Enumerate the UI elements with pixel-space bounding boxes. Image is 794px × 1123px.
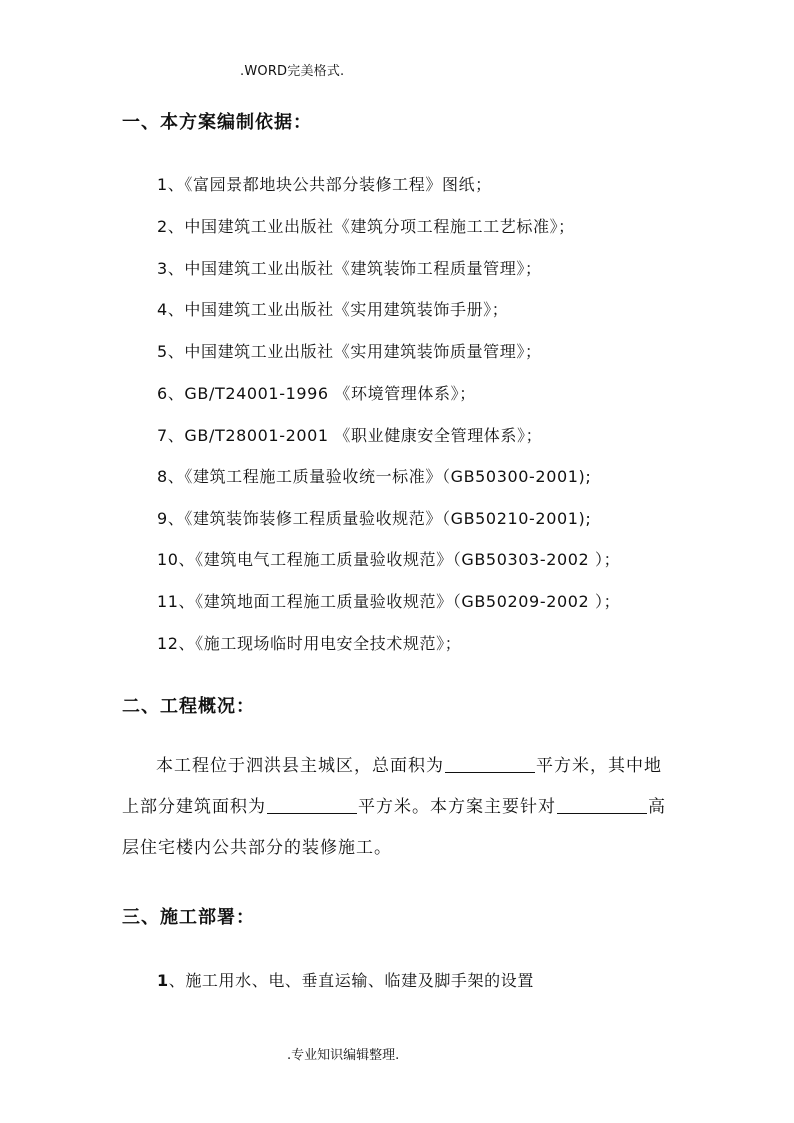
text-segment: 平方米，其中地 [536, 756, 662, 776]
list-item: 5、中国建筑工业出版社《实用建筑装饰质量管理》； [157, 342, 542, 361]
list-item: 12、《施工现场临时用电安全技术规范》； [157, 634, 462, 653]
text-segment: 高 [648, 797, 666, 817]
list-item: 6、GB/T24001-1996 《环境管理体系》； [157, 384, 476, 403]
paragraph-line [122, 746, 682, 787]
text-segment: 平方米。本方案主要针对 [358, 797, 556, 817]
list-item: 3、中国建筑工业出版社《建筑装饰工程质量管理》； [157, 259, 542, 278]
subsection-number: 1 [157, 971, 169, 990]
text-segment: 上部分建筑面积为 [122, 797, 266, 817]
text-segment: 本工程位于泗洪县主城区，总面积为 [156, 756, 444, 776]
section-heading-basis: 一、本方案编制依据： [122, 112, 312, 133]
list-item: 11、《建筑地面工程施工质量验收规范》（GB50209-2002 ）； [157, 592, 621, 611]
section-heading-overview: 二、工程概况： [122, 696, 255, 717]
overview-paragraph [122, 746, 682, 869]
text-segment: 层住宅楼内公共部分的装修施工。 [122, 838, 392, 858]
list-item: 1、《富园景都地块公共部分装修工程》图纸； [157, 175, 492, 194]
list-item: 10、《建筑电气工程施工质量验收规范》（GB50303-2002 ）； [157, 550, 621, 569]
paragraph-line [122, 787, 682, 828]
section-heading-deployment: 三、施工部署： [122, 907, 255, 928]
list-item: 9、《建筑装饰装修工程质量验收规范》（GB50210-2001); [157, 509, 592, 528]
subsection-text: 、施工用水、电、垂直运输、临建及脚手架的设置 [168, 971, 534, 990]
fill-in-blank [267, 795, 357, 814]
paragraph-line [122, 828, 682, 869]
page-header: .WORD完美格式. [240, 64, 345, 79]
list-item: 7、GB/T28001-2001 《职业健康安全管理体系》； [157, 426, 543, 445]
fill-in-blank [557, 795, 647, 814]
list-item: 4、中国建筑工业出版社《实用建筑装饰手册》； [157, 300, 509, 319]
list-item: 8、《建筑工程施工质量验收统一标准》（GB50300-2001); [157, 467, 592, 486]
list-item: 2、中国建筑工业出版社《建筑分项工程施工工艺标准》； [157, 217, 575, 236]
page-footer: .专业知识编辑整理. [287, 1048, 400, 1063]
fill-in-blank [445, 754, 535, 773]
subsection-heading [157, 968, 534, 991]
